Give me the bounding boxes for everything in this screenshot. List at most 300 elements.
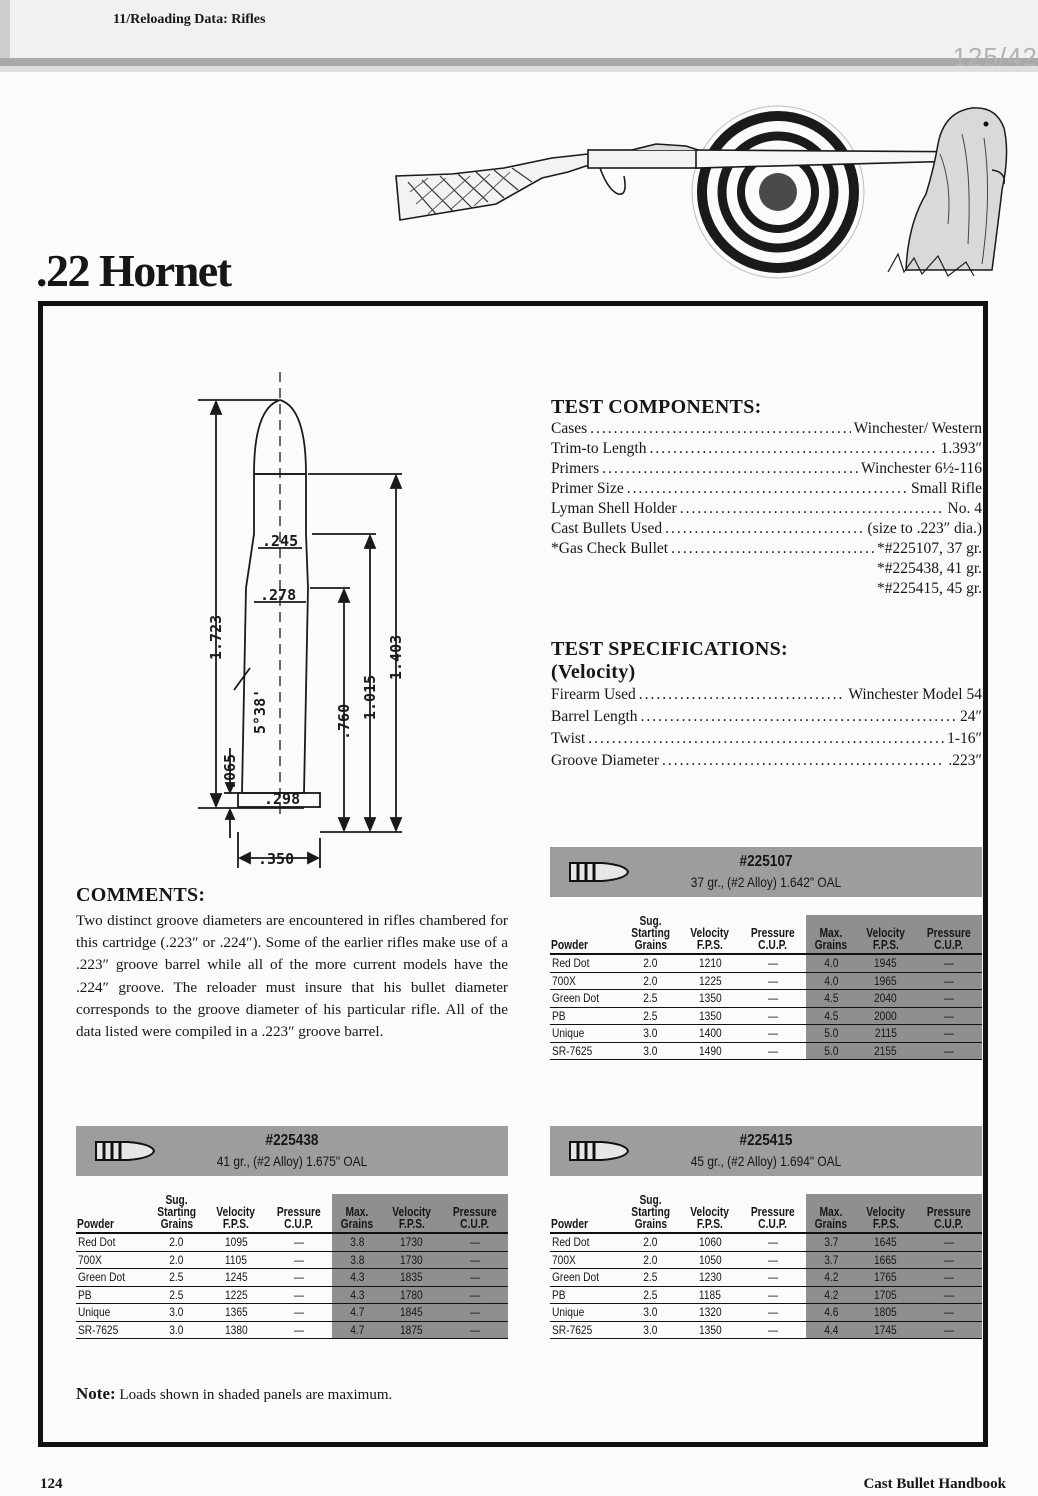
table-cell: [441, 1321, 508, 1339]
specification-value: 1-16″: [947, 730, 982, 747]
col-starting-grains: [621, 915, 680, 954]
table-cell: [915, 1304, 982, 1322]
cell-value: —: [469, 1235, 480, 1250]
table-cell: [740, 1233, 807, 1251]
component-label: Lyman Shell Holder: [551, 500, 677, 517]
separator-band-light: [0, 66, 1038, 72]
table-row: [550, 1251, 982, 1269]
table-row: [550, 1007, 982, 1025]
dim-case-length: 1.403: [387, 634, 405, 680]
component-row: [551, 439, 982, 459]
col-pressure-max: [915, 915, 982, 954]
table-cell: [266, 1321, 333, 1339]
test-specifications-subheading: (Velocity): [551, 661, 636, 683]
table-cell: [680, 1321, 739, 1339]
cell-value: 2.0: [643, 1252, 658, 1267]
col-powder-label: Powder: [77, 1217, 115, 1231]
page-number: 124: [40, 1476, 63, 1492]
table-cell: [621, 972, 680, 990]
table-cell: [680, 1042, 739, 1060]
col-max-grains-line: Max.: [345, 1205, 369, 1219]
cell-value: 2.5: [169, 1287, 184, 1302]
col-max-grains-line: Max.: [819, 926, 843, 940]
table-cell: [915, 1233, 982, 1251]
cell-value: 1380: [224, 1322, 248, 1337]
cell-value: 1965: [874, 973, 898, 988]
table-cell: [206, 1251, 265, 1269]
cell-value: 700X: [78, 1252, 102, 1267]
table-cell: [76, 1321, 147, 1339]
col-velocity-max-line: F.P.S.: [872, 938, 899, 952]
table-cell: [856, 954, 915, 972]
table-cell: [740, 1251, 807, 1269]
table-cell: [266, 1269, 333, 1287]
cell-value: Unique: [78, 1305, 111, 1320]
col-starting-grains: [147, 1194, 206, 1233]
table-cell: [915, 1007, 982, 1025]
table-cell: [206, 1321, 265, 1339]
specification-value: .223″: [948, 752, 982, 769]
comments-heading: COMMENTS:: [76, 884, 206, 906]
table-row: [76, 1286, 508, 1304]
cell-value: —: [767, 1287, 778, 1302]
table-cell: [740, 1286, 807, 1304]
note-label: Note:: [76, 1384, 116, 1403]
table-cell: [550, 1321, 621, 1339]
component-label: Trim-to Length: [551, 440, 647, 457]
col-pressure-max: [441, 1194, 508, 1233]
table-cell: [550, 954, 621, 972]
col-pressure-start-line: C.U.P.: [284, 1217, 314, 1231]
cell-value: 1225: [698, 973, 722, 988]
cell-value: 5.0: [824, 1026, 839, 1041]
cell-value: 1705: [874, 1287, 898, 1302]
component-value: (size to .223″ dia.): [867, 520, 982, 537]
table-cell: [740, 1025, 807, 1043]
cell-value: 3.7: [824, 1235, 839, 1250]
table-cell: [76, 1233, 147, 1251]
bullet-header-bar: [550, 1126, 982, 1176]
col-velocity-start-line: Velocity: [690, 926, 730, 940]
table-row: [550, 1321, 982, 1339]
table-cell: [621, 954, 680, 972]
specification-label: Twist: [551, 730, 586, 747]
cell-value: 1060: [698, 1235, 722, 1250]
test-specifications-heading: TEST SPECIFICATIONS:: [551, 638, 788, 660]
col-pressure-start: [740, 1194, 807, 1233]
dot-leader: [649, 439, 937, 459]
table-cell: [266, 1233, 333, 1251]
table-cell: [621, 1025, 680, 1043]
table-cell: [266, 1251, 333, 1269]
table-cell: [550, 990, 621, 1008]
cell-value: —: [943, 1252, 954, 1267]
table-row: [550, 1025, 982, 1043]
table-cell: [441, 1269, 508, 1287]
cell-value: 1050: [698, 1252, 722, 1267]
cell-value: —: [767, 1252, 778, 1267]
col-velocity-max-line: F.P.S.: [872, 1217, 899, 1231]
table-cell: [382, 1321, 441, 1339]
cell-value: 1185: [698, 1287, 721, 1302]
col-max-grains: [806, 915, 856, 954]
col-starting-grains-line: Starting: [631, 1205, 671, 1219]
component-row: [551, 539, 982, 559]
table-cell: [856, 1286, 915, 1304]
table-header-row: [550, 1194, 982, 1233]
col-pressure-start-line: Pressure: [276, 1205, 321, 1219]
cell-value: Green Dot: [552, 991, 600, 1006]
specification-row: [551, 751, 982, 771]
table-cell: [680, 1233, 739, 1251]
table-cell: [915, 1042, 982, 1060]
table-cell: [806, 1269, 856, 1287]
cell-value: —: [469, 1270, 480, 1285]
col-pressure-start-line: C.U.P.: [758, 938, 788, 952]
table-cell: [806, 1007, 856, 1025]
table-row: [550, 1042, 982, 1060]
cell-value: —: [943, 1287, 954, 1302]
col-pressure-max-line: Pressure: [452, 1205, 497, 1219]
table-cell: [147, 1286, 206, 1304]
table-header-row: [76, 1194, 508, 1233]
cartridge-diagram: [190, 368, 420, 880]
table-cell: [856, 1269, 915, 1287]
table-row: [550, 972, 982, 990]
col-velocity-start: [680, 915, 739, 954]
load-table-225415: [550, 1126, 982, 1339]
cell-value: 1665: [874, 1252, 898, 1267]
cell-value: 1730: [400, 1252, 424, 1267]
col-pressure-max-line: C.U.P.: [934, 938, 964, 952]
table-cell: [621, 1042, 680, 1060]
table-cell: [740, 1007, 807, 1025]
cell-value: —: [469, 1305, 480, 1320]
table-cell: [806, 1251, 856, 1269]
cell-value: 1745: [874, 1322, 898, 1337]
dim-base-diameter: .298: [264, 790, 301, 808]
cell-value: 3.0: [169, 1305, 184, 1320]
cell-value: —: [293, 1252, 304, 1267]
table-cell: [382, 1286, 441, 1304]
table-cell: [266, 1304, 333, 1322]
cell-value: 1875: [400, 1322, 424, 1337]
component-value: Winchester/ Western: [853, 420, 982, 437]
cell-value: 4.2: [824, 1270, 839, 1285]
cell-value: SR-7625: [78, 1322, 119, 1337]
table-row: [550, 954, 982, 972]
cell-value: 3.0: [643, 1305, 658, 1320]
bullet-description: 45 gr., (#2 Alloy) 1.694" OAL: [690, 1153, 842, 1169]
col-velocity-max-line: Velocity: [866, 1205, 906, 1219]
dim-overall-length: 1.723: [207, 614, 225, 660]
table-cell: [915, 1321, 982, 1339]
bullet-header-bar: [76, 1126, 508, 1176]
cell-value: 1490: [698, 1043, 722, 1058]
component-label: Cast Bullets Used: [551, 520, 663, 537]
cell-value: 2.0: [643, 1235, 658, 1250]
load-table-225107: [550, 847, 982, 1060]
comments-text: Two distinct groove diameters are encountered in rifles chambered for this cartridge (.223″ or .224″). Some of the earlier rifles make use of a .223″ groove barrel while all of the more current models have the .224″ groove. The reloader must insure that his bullet diameter corresponds to the groove diameter of his particular rifle. All of the data listed were compiled in a .223″ groove barrel.: [76, 912, 508, 1041]
col-velocity-max-line: F.P.S.: [398, 1217, 425, 1231]
cell-value: —: [767, 991, 778, 1006]
cell-value: —: [293, 1322, 304, 1337]
bullet-number: #225438: [265, 1132, 319, 1149]
cell-value: 2.5: [169, 1270, 184, 1285]
col-starting-grains-line: Grains: [634, 938, 668, 952]
dim-rim-diameter: .350: [258, 850, 295, 868]
cell-value: 2.0: [643, 956, 658, 971]
cell-value: Green Dot: [78, 1270, 126, 1285]
cell-value: 4.5: [824, 1008, 839, 1023]
cell-value: —: [943, 1270, 954, 1285]
cell-value: 1845: [400, 1305, 424, 1320]
cell-value: Unique: [552, 1305, 585, 1320]
col-velocity-max: [856, 1194, 915, 1233]
table-cell: [806, 1304, 856, 1322]
table-cell: [621, 1286, 680, 1304]
col-starting-grains-line: Starting: [157, 1205, 197, 1219]
cell-value: 3.8: [350, 1235, 365, 1250]
load-data-table: [550, 915, 982, 1060]
dim-rim-thickness: .065: [221, 753, 239, 790]
dot-leader: [680, 499, 945, 519]
table-cell: [680, 990, 739, 1008]
table-cell: [740, 972, 807, 990]
table-cell: [550, 1025, 621, 1043]
cell-value: 2.5: [643, 1008, 658, 1023]
cell-value: 1245: [224, 1270, 248, 1285]
cell-value: —: [293, 1287, 304, 1302]
specification-value: 24″: [960, 708, 982, 725]
component-row: [551, 519, 982, 539]
table-cell: [550, 1251, 621, 1269]
cell-value: 4.4: [824, 1322, 839, 1337]
table-cell: [550, 972, 621, 990]
col-velocity-start-line: Velocity: [216, 1205, 256, 1219]
table-cell: [332, 1321, 382, 1339]
separator-band: [0, 58, 1038, 66]
specification-label: Groove Diameter: [551, 752, 660, 769]
table-row: [76, 1251, 508, 1269]
table-cell: [621, 1233, 680, 1251]
cell-value: —: [469, 1287, 480, 1302]
note: [76, 1384, 392, 1404]
specification-row: [551, 685, 982, 705]
page-title: .22 Hornet: [36, 245, 231, 296]
cell-value: —: [943, 973, 954, 988]
table-cell: [915, 1025, 982, 1043]
cell-value: —: [767, 1008, 778, 1023]
cell-value: —: [943, 1026, 954, 1041]
table-cell: [147, 1269, 206, 1287]
component-label: *Gas Check Bullet: [551, 540, 669, 557]
table-cell: [621, 1304, 680, 1322]
cell-value: 3.8: [350, 1252, 365, 1267]
dot-leader: [590, 419, 851, 439]
cell-value: —: [767, 1235, 778, 1250]
table-cell: [856, 1251, 915, 1269]
table-cell: [147, 1304, 206, 1322]
col-velocity-max-line: Velocity: [866, 926, 906, 940]
table-cell: [332, 1304, 382, 1322]
dot-leader: [665, 519, 864, 539]
col-powder-label: Powder: [551, 938, 589, 952]
cell-value: 1210: [698, 956, 722, 971]
cell-value: 2.0: [169, 1252, 184, 1267]
table-cell: [550, 1304, 621, 1322]
col-pressure-max-line: C.U.P.: [934, 1217, 964, 1231]
cell-value: Red Dot: [78, 1235, 116, 1250]
col-powder: [550, 915, 621, 954]
table-cell: [680, 1251, 739, 1269]
bullet-number: #225107: [739, 853, 793, 870]
cell-value: —: [943, 991, 954, 1006]
table-cell: [332, 1233, 382, 1251]
test-components-heading: TEST COMPONENTS:: [551, 396, 762, 418]
specification-row: [551, 707, 982, 727]
load-data-table: [76, 1194, 508, 1339]
table-cell: [441, 1286, 508, 1304]
component-row: [551, 419, 982, 439]
table-cell: [856, 1304, 915, 1322]
col-powder: [550, 1194, 621, 1233]
dot-leader: [588, 729, 944, 749]
table-cell: [680, 954, 739, 972]
table-cell: [621, 1321, 680, 1339]
col-starting-grains-line: Sug.: [165, 1193, 188, 1207]
table-cell: [206, 1269, 265, 1287]
case-outline: [242, 474, 308, 793]
component-label: Cases: [551, 420, 588, 437]
table-cell: [806, 954, 856, 972]
table-row: [550, 1286, 982, 1304]
col-starting-grains-line: Sug.: [639, 1193, 662, 1207]
book-title: Cast Bullet Handbook: [863, 1476, 1006, 1492]
cell-value: 1400: [698, 1026, 722, 1041]
col-powder-label: Powder: [551, 1217, 589, 1231]
cell-value: 2.0: [169, 1235, 184, 1250]
groundhog-icon: [888, 108, 1007, 276]
col-starting-grains-line: Grains: [634, 1217, 668, 1231]
table-cell: [806, 1321, 856, 1339]
running-header: 11/Reloading Data: Rifles: [113, 12, 266, 27]
component-label: Primers: [551, 460, 600, 477]
col-max-grains-line: Grains: [814, 938, 848, 952]
table-cell: [550, 1233, 621, 1251]
cell-value: —: [767, 1305, 778, 1320]
table-cell: [550, 1269, 621, 1287]
table-cell: [680, 1025, 739, 1043]
cell-value: 1350: [698, 1008, 722, 1023]
cell-value: 1365: [224, 1305, 248, 1320]
cell-value: —: [943, 1305, 954, 1320]
col-pressure-start-line: Pressure: [750, 1205, 795, 1219]
load-table-225438: [76, 1126, 508, 1339]
table-cell: [332, 1269, 382, 1287]
cell-value: PB: [552, 1287, 566, 1302]
table-row: [76, 1233, 508, 1251]
table-cell: [740, 1269, 807, 1287]
table-cell: [806, 1042, 856, 1060]
table-cell: [680, 1304, 739, 1322]
cell-value: —: [943, 1043, 954, 1058]
cell-value: 1945: [874, 956, 898, 971]
table-cell: [856, 1025, 915, 1043]
component-value: *#225107, 37 gr.: [876, 540, 982, 557]
col-velocity-start-line: Velocity: [690, 1205, 730, 1219]
table-cell: [266, 1286, 333, 1304]
table-cell: [856, 1233, 915, 1251]
table-cell: [206, 1304, 265, 1322]
col-velocity-max: [382, 1194, 441, 1233]
col-powder: [76, 1194, 147, 1233]
cell-value: SR-7625: [552, 1322, 593, 1337]
table-row: [550, 1269, 982, 1287]
col-pressure-max-line: Pressure: [926, 1205, 971, 1219]
cell-value: 4.7: [350, 1322, 365, 1337]
cell-value: 1805: [874, 1305, 898, 1320]
table-cell: [147, 1321, 206, 1339]
cell-value: Red Dot: [552, 956, 590, 971]
table-cell: [915, 990, 982, 1008]
cell-value: 2155: [874, 1043, 898, 1058]
table-row: [550, 1233, 982, 1251]
table-cell: [621, 990, 680, 1008]
table-cell: [856, 972, 915, 990]
bullet-header-bar: [550, 847, 982, 897]
cell-value: 2.5: [643, 991, 658, 1006]
cell-value: 700X: [552, 1252, 576, 1267]
table-row: [76, 1321, 508, 1339]
left-edge: [0, 0, 10, 62]
cell-value: 1105: [224, 1252, 247, 1267]
col-velocity-start: [206, 1194, 265, 1233]
cell-value: 1320: [698, 1305, 722, 1320]
col-velocity-start: [680, 1194, 739, 1233]
dot-leader: [641, 707, 958, 727]
cell-value: 3.0: [643, 1322, 658, 1337]
component-row: [551, 499, 982, 519]
table-cell: [332, 1251, 382, 1269]
bullet-number: #225415: [739, 1132, 793, 1149]
table-cell: [76, 1251, 147, 1269]
table-cell: [806, 1233, 856, 1251]
col-pressure-max-line: C.U.P.: [460, 1217, 490, 1231]
cell-value: —: [293, 1305, 304, 1320]
cell-value: —: [767, 1270, 778, 1285]
cell-value: 1835: [400, 1270, 424, 1285]
table-cell: [915, 954, 982, 972]
cell-value: —: [293, 1235, 304, 1250]
col-velocity-start-line: F.P.S.: [222, 1217, 249, 1231]
cell-value: 1780: [400, 1287, 424, 1302]
col-pressure-max: [915, 1194, 982, 1233]
load-data-table: [550, 1194, 982, 1339]
dot-leader: [639, 685, 846, 705]
col-velocity-max-line: Velocity: [392, 1205, 432, 1219]
col-starting-grains-line: Starting: [631, 926, 671, 940]
specification-value: Winchester Model 54: [848, 686, 982, 703]
cell-value: 4.7: [350, 1305, 365, 1320]
table-cell: [382, 1269, 441, 1287]
table-cell: [740, 1304, 807, 1322]
table-cell: [680, 1269, 739, 1287]
cell-value: 5.0: [824, 1043, 839, 1058]
table-cell: [76, 1286, 147, 1304]
table-cell: [915, 1251, 982, 1269]
table-header-row: [550, 915, 982, 954]
